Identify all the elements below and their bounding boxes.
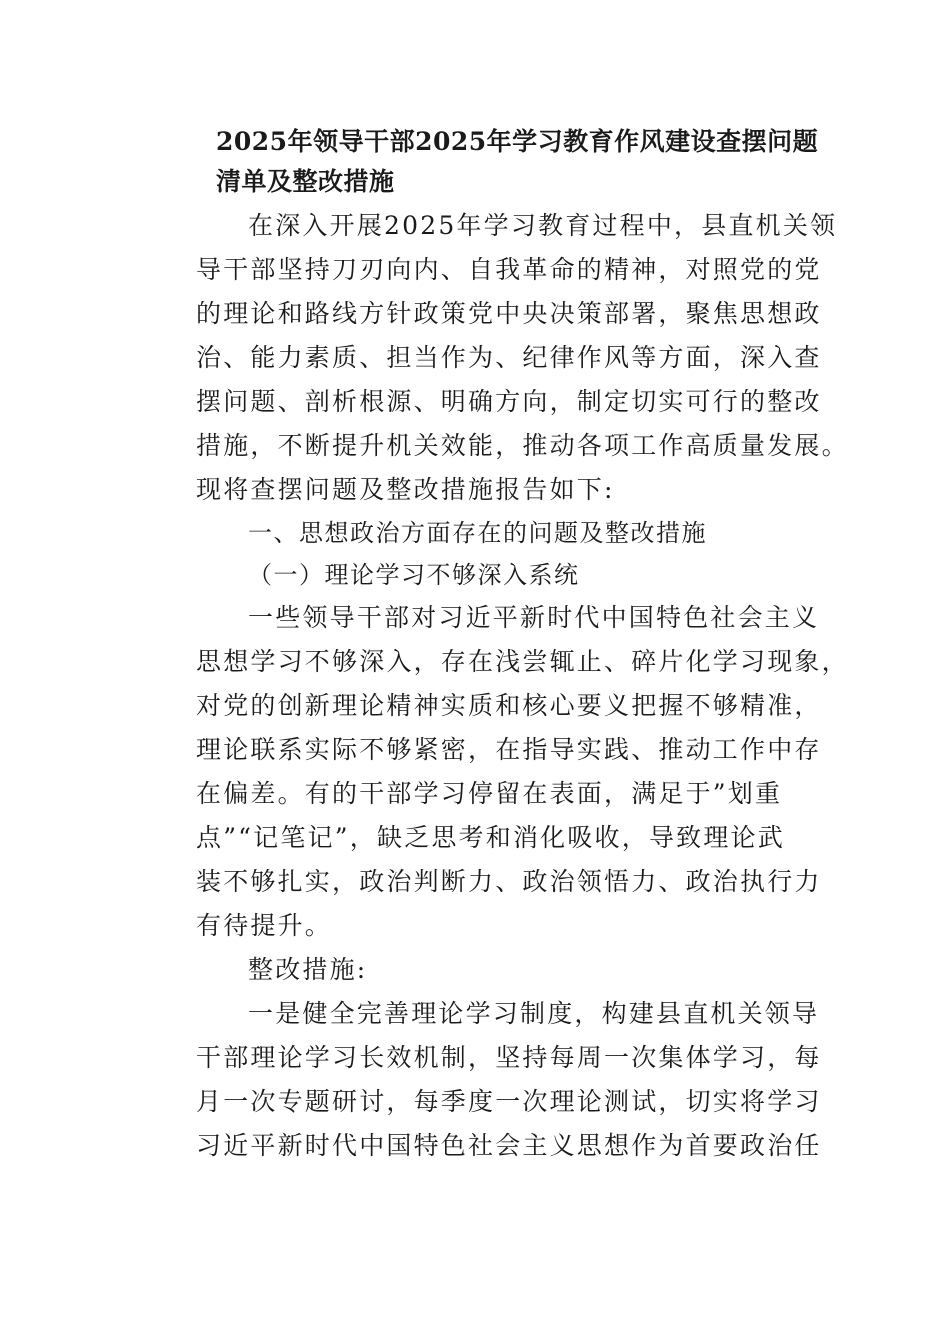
section-heading bbox=[196, 512, 816, 554]
intro-paragraph bbox=[196, 204, 849, 512]
problem-paragraph bbox=[196, 596, 849, 948]
text-line: 措施，不断提升机关效能，推动各项工作高质量发展。 bbox=[196, 431, 849, 460]
text-line: 在深入开展2025年学习教育过程中，县直机关领 bbox=[248, 211, 838, 240]
section-heading-text: 一、思想政治方面存在的问题及整改措施 bbox=[248, 519, 707, 547]
text-line: 思想学习不够深入，存在浅尝辄止、碎片化学习现象， bbox=[196, 647, 849, 676]
measures-label bbox=[196, 948, 816, 992]
text-line: 装不够扎实，政治判断力、政治领悟力、政治执行力 bbox=[196, 867, 822, 896]
title-line-2: 清单及整改措施 bbox=[216, 167, 395, 196]
text-line: 理论联系实际不够紧密，在指导实践、推动工作中存 bbox=[196, 735, 822, 764]
document-title bbox=[216, 122, 819, 202]
text-line: 点”“记笔记”，缺乏思考和消化吸收，导致理论武 bbox=[196, 823, 785, 852]
title-line-1: 2025年领导干部2025年学习教育作风建设查摆问题 bbox=[216, 127, 819, 156]
text-line: 在偏差。有的干部学习停留在表面，满足于”划重 bbox=[196, 779, 783, 808]
text-line: 对党的创新理论精神实质和核心要义把握不够精准， bbox=[196, 691, 822, 720]
measure-paragraph bbox=[196, 992, 822, 1168]
measures-label-text: 整改措施: bbox=[248, 955, 368, 984]
text-line: 的理论和路线方针政策党中央决策部署，聚焦思想政 bbox=[196, 299, 822, 328]
subsection-heading bbox=[196, 554, 816, 596]
text-line: 月一次专题研讨，每季度一次理论测试，切实将学习 bbox=[196, 1087, 822, 1116]
text-line: 摆问题、剖析根源、明确方向，制定切实可行的整改 bbox=[196, 387, 822, 416]
text-line: 导干部坚持刀刃向内、自我革命的精神，对照党的党 bbox=[196, 255, 822, 284]
text-line: 现将查摆问题及整改措施报告如下: bbox=[196, 475, 615, 504]
text-line: 有待提升。 bbox=[196, 911, 333, 940]
subsection-heading-text: （一）理论学习不够深入系统 bbox=[248, 561, 580, 589]
text-line: 治、能力素质、担当作为、纪律作风等方面，深入查 bbox=[196, 343, 822, 372]
text-line: 干部理论学习长效机制，坚持每周一次集体学习，每 bbox=[196, 1043, 822, 1072]
text-line: 一是健全完善理论学习制度，构建县直机关领导 bbox=[248, 999, 820, 1028]
text-line: 一些领导干部对习近平新时代中国特色社会主义 bbox=[248, 603, 820, 632]
text-line: 习近平新时代中国特色社会主义思想作为首要政治任 bbox=[196, 1131, 822, 1160]
document-page bbox=[196, 122, 849, 1168]
